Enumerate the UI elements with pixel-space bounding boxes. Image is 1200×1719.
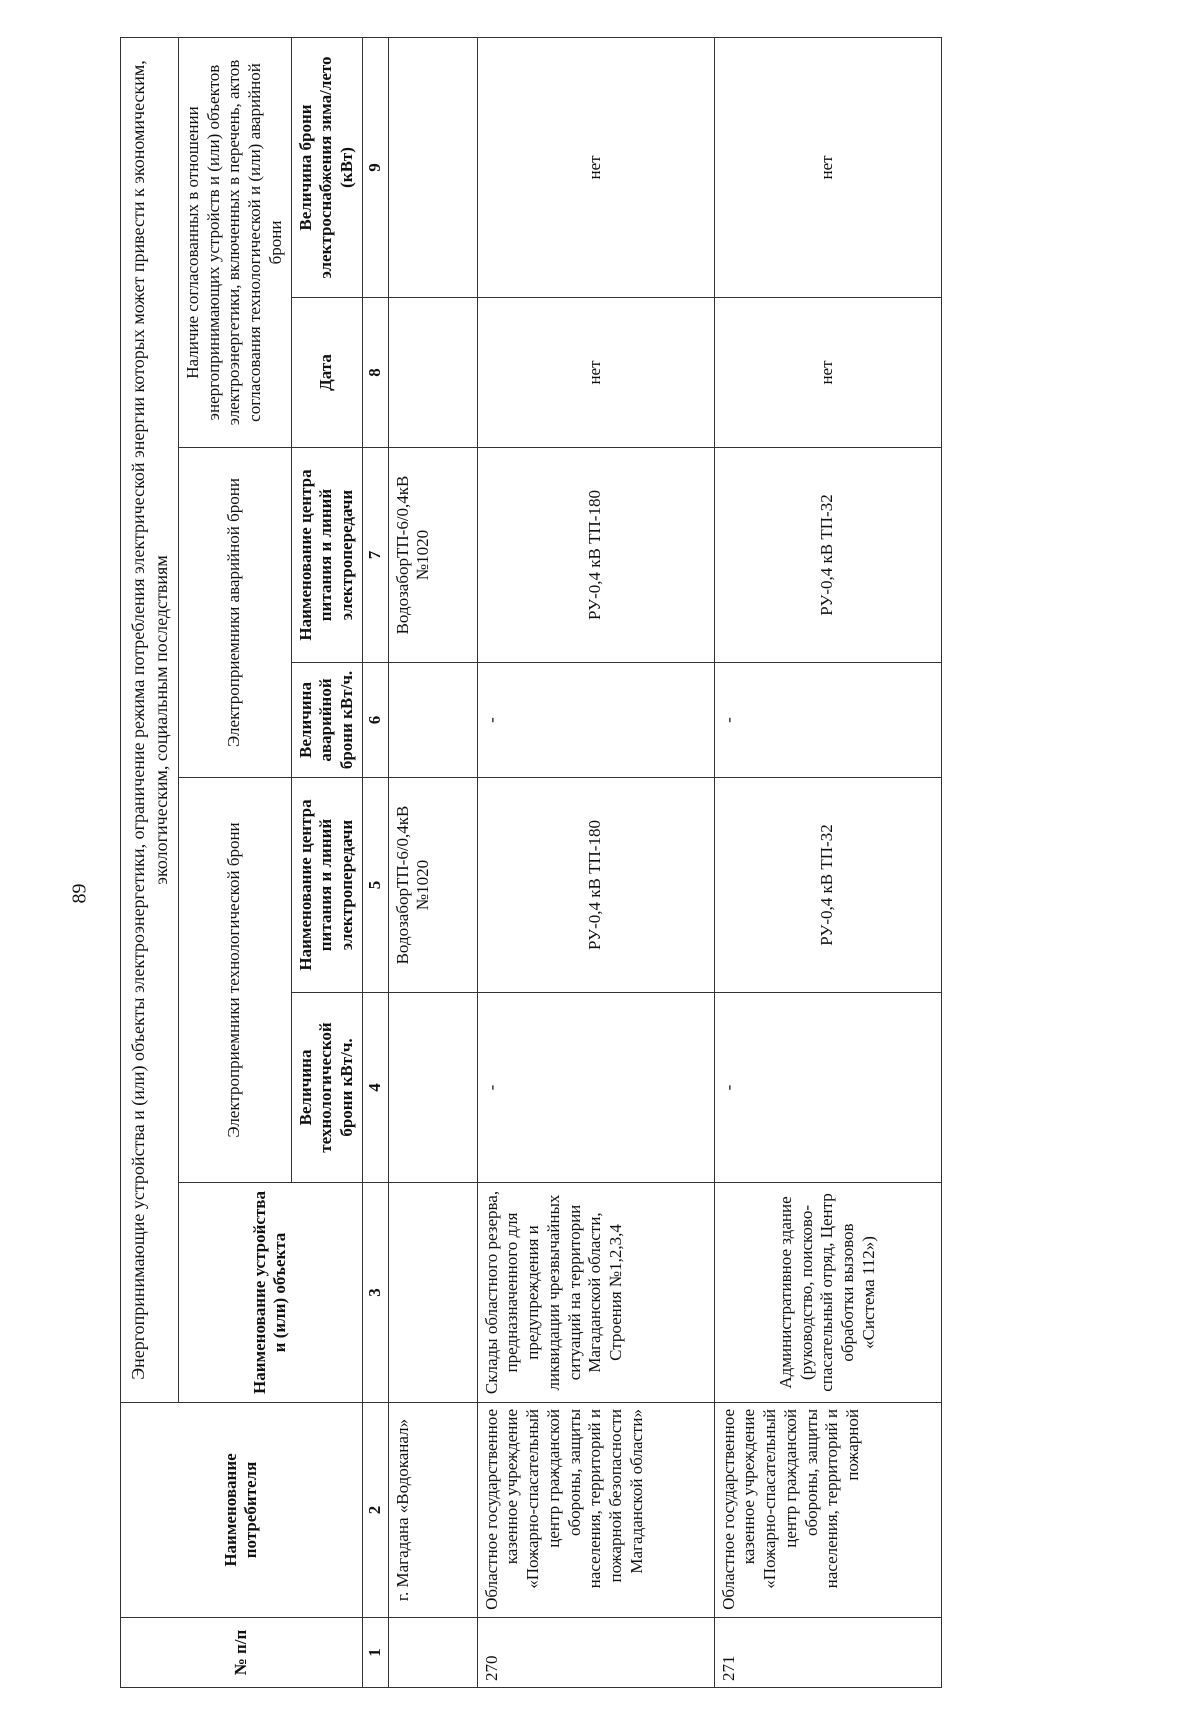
cell-no: 270 — [477, 1618, 714, 1688]
table-row — [477, 37, 714, 1687]
col-number: 8 — [362, 298, 388, 448]
col-number: 9 — [362, 37, 388, 297]
header-emerg-value: Величина аварийной брони кВт/ч. — [291, 663, 362, 778]
header-no: № п/п — [121, 1618, 363, 1688]
col-number: 7 — [362, 448, 388, 663]
cell-consumer: г. Магадана «Водоканал» — [388, 1403, 477, 1618]
cell-no: 271 — [714, 1618, 941, 1688]
col-number: 2 — [362, 1403, 388, 1618]
energy-consumers-table — [120, 37, 942, 1688]
table-row — [388, 37, 477, 1687]
cell-emerg-center: РУ-0,4 кВ ТП-180 — [477, 448, 714, 663]
cell-emerg-value — [388, 663, 477, 778]
cell-power: нет — [477, 37, 714, 297]
col-number: 1 — [362, 1618, 388, 1688]
cell-date — [388, 298, 477, 448]
header-power: Величина брони электроснабжения зима/лето (кВт) — [291, 37, 362, 297]
col-number: 5 — [362, 778, 388, 993]
table-row — [714, 37, 941, 1687]
col-number: 3 — [362, 1183, 388, 1403]
cell-date: нет — [714, 298, 941, 448]
cell-consumer: Областное государственное казенное учреждение «Пожарно-спасательный центр гражданской обороны, защиты населения, территорий и пожарной безопасности Магаданской области» — [477, 1403, 714, 1618]
header-row-1 — [121, 37, 179, 1687]
header-emerg-group: Электроприемники аварийной брони — [179, 448, 292, 778]
col-number: 6 — [362, 663, 388, 778]
rotated-page-content — [120, 38, 1120, 1688]
cell-emerg-center: ВодозаборТП-6/0,4кВ №1020 — [388, 448, 477, 663]
cell-power — [388, 37, 477, 297]
cell-tech-value: - — [714, 993, 941, 1183]
header-agreed-group: Наличие согласованных в отношении энергопринимающих устройств и (или) объектов электроэнергетики, включенных в перечень, актов согласования технологической и (или) аварийной брони — [179, 37, 292, 447]
cell-tech-center: РУ-0,4 кВ ТП-32 — [714, 778, 941, 993]
header-tech-group: Электроприемники технологической брони — [179, 778, 292, 1183]
cell-tech-center: ВодозаборТП-6/0,4кВ №1020 — [388, 778, 477, 993]
col-number: 4 — [362, 993, 388, 1183]
cell-no — [388, 1618, 477, 1688]
cell-consumer: Областное государственное казенное учреждение «Пожарно-спасательный центр гражданской обороны, защиты населения, территорий и пожарной — [714, 1403, 941, 1618]
cell-device — [388, 1183, 477, 1403]
cell-emerg-value: - — [477, 663, 714, 778]
header-date: Дата — [291, 298, 362, 448]
column-numbers-row — [362, 37, 388, 1687]
cell-device: Склады областного резерва, предназначенного для предупреждения и ликвидации чрезвычайных ситуаций на территории Магаданской области, Строения №1,2,3,4 — [477, 1183, 714, 1403]
cell-device: Административное здание (руководство, поисково-спасательный отряд, Центр обработки вызовов «Система 112») — [714, 1183, 941, 1403]
cell-tech-center: РУ-0,4 кВ ТП-180 — [477, 778, 714, 993]
cell-emerg-center: РУ-0,4 кВ ТП-32 — [714, 448, 941, 663]
table-title: Энергопринимающие устройства и (или) объекты электроэнергетики, ограничение режима потребления электрической энергии которых может привести к экономическим, экологическим, социальным последствиям — [121, 37, 179, 1402]
header-tech-center: Наименование центра питания и линий электропередачи — [291, 778, 362, 993]
header-emerg-center: Наименование центра питания и линий электропередачи — [291, 448, 362, 663]
cell-tech-value: - — [477, 993, 714, 1183]
page-number: 89 — [68, 883, 91, 904]
cell-power: нет — [714, 37, 941, 297]
cell-date: нет — [477, 298, 714, 448]
header-tech-value: Величина технологической брони кВт/ч. — [291, 993, 362, 1183]
cell-tech-value — [388, 993, 477, 1183]
cell-emerg-value: - — [714, 663, 941, 778]
header-consumer: Наименование потребителя — [121, 1403, 363, 1618]
header-device: Наименование устройства и (или) объекта — [179, 1183, 363, 1403]
